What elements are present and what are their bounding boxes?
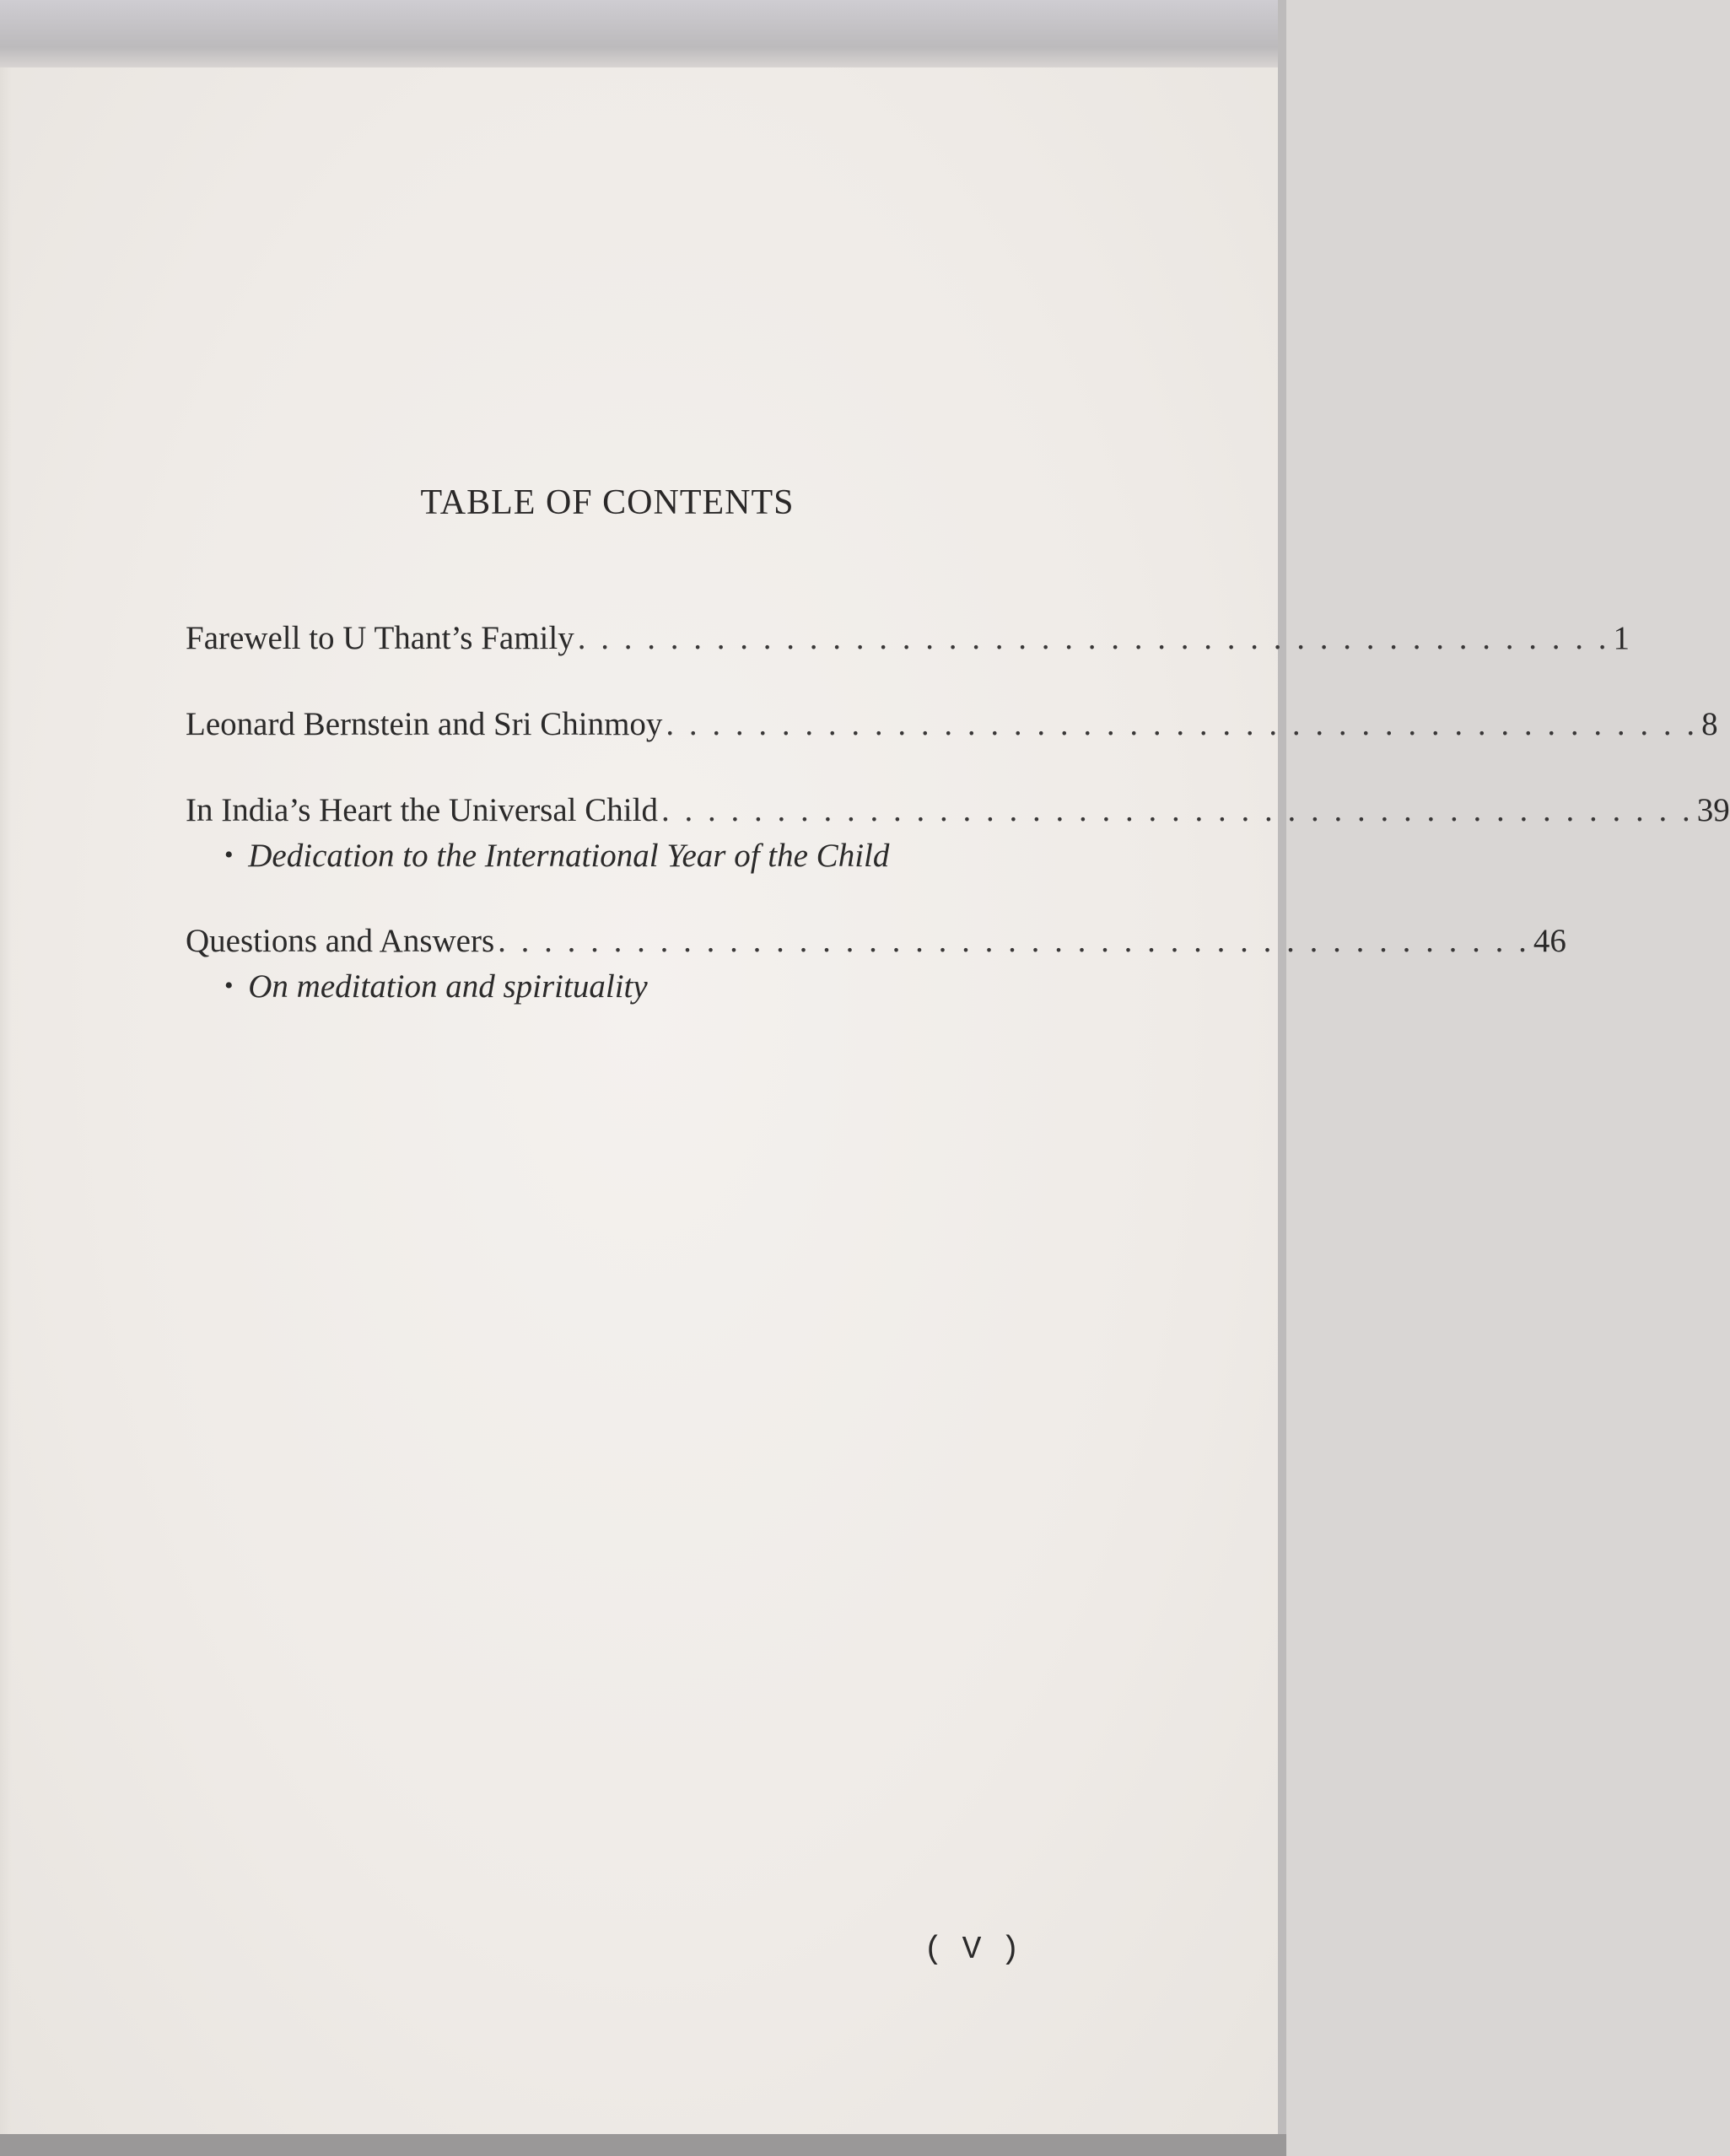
toc-entry-line bbox=[186, 919, 1566, 964]
scan-top-edge bbox=[0, 0, 1286, 67]
dot-leader: . . . . . . . . . . . . . . . . . . . . . . . . . . . . . . . . . . . . . . . . . . . . . bbox=[660, 792, 1694, 828]
toc-entry-title: In India’s Heart the Universal Child bbox=[186, 792, 658, 828]
toc-list bbox=[186, 616, 1730, 1049]
toc-entry bbox=[186, 616, 1630, 661]
dot-leader: . . . . . . . . . . . . . . . . . . . . . . . . . . . . . . . . . . . . . . . . . . . . . bbox=[577, 620, 1610, 656]
toc-entry-line bbox=[186, 616, 1630, 661]
toc-entry bbox=[186, 788, 1730, 878]
toc-entry bbox=[186, 919, 1566, 1009]
scan-bottom-edge bbox=[0, 2134, 1286, 2156]
toc-entry-line bbox=[186, 788, 1730, 833]
toc-entry-subtitle bbox=[186, 833, 1025, 878]
toc-entry-subtitle-text: On meditation and spirituality bbox=[248, 968, 648, 1005]
page-number: ( V ) bbox=[924, 1932, 1021, 1968]
page-gutter-shadow bbox=[0, 67, 12, 2134]
toc-entry-subtitle-text: Dedication to the International Year of the Child bbox=[248, 838, 890, 874]
book-page bbox=[0, 67, 1278, 2134]
dot-leader: . . . . . . . . . . . . . . . . . . . . . . . . . . . . . . . . . . . . . . . . . . . . . bbox=[666, 706, 1699, 742]
toc-entry-line bbox=[186, 702, 1718, 747]
toc-entry-page: 46 bbox=[1533, 923, 1566, 959]
toc-entry-title: Leonard Bernstein and Sri Chinmoy bbox=[186, 706, 663, 742]
toc-entry-page: 1 bbox=[1613, 620, 1630, 656]
toc-heading: TABLE OF CONTENTS bbox=[420, 483, 795, 522]
toc-entry-page: 8 bbox=[1701, 706, 1718, 742]
toc-entry-subtitle bbox=[186, 964, 1025, 1009]
bullet-icon: • bbox=[224, 972, 234, 1000]
dot-leader: . . . . . . . . . . . . . . . . . . . . . . . . . . . . . . . . . . . . . . . . . . . . . bbox=[498, 923, 1530, 959]
scan-right-edge bbox=[1278, 0, 1286, 2156]
toc-entry-title: Questions and Answers bbox=[186, 923, 495, 959]
toc-entry bbox=[186, 702, 1718, 747]
toc-entry-title: Farewell to U Thant’s Family bbox=[186, 620, 574, 656]
toc-entry-page: 39 bbox=[1696, 792, 1730, 828]
bullet-icon: • bbox=[224, 841, 234, 869]
